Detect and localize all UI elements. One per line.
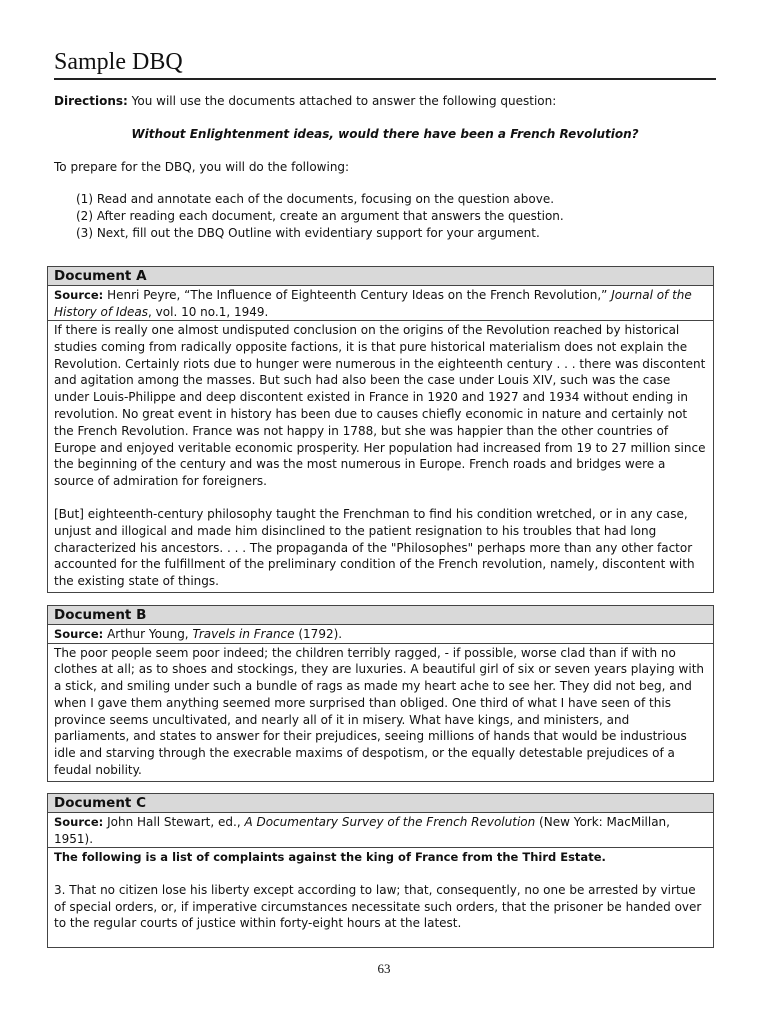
source-title: Travels in France (192, 627, 295, 641)
document-source (48, 625, 713, 644)
document-paragraph: [But] eighteenth-century philosophy taught the Frenchman to find his condition wretched, or in any case, unjust and illogical and made him disinclined to the patient resignation to his troubles that had long characterized his ancestors. . . . The propaganda of the "Philosophes" perhaps more than any other factor accounted for the fulfillment of the preliminary condition of the French revolution, namely, discontent with the existing state of things. (54, 506, 695, 589)
source-label: Source: (54, 288, 104, 302)
source-title: Journal of the History of Ideas (54, 288, 692, 319)
source-label: Source: (54, 815, 104, 829)
document-source (48, 813, 713, 848)
page-number: 63 (377, 961, 391, 976)
document-body (48, 321, 713, 592)
document-paragraph: 3. That no citizen lose his liberty except according to law; that, consequently, no one be arrested by virtue of special orders, or, if imperative circumstances necessitate such orders, that the prisoner be handed over to the regular courts of justice within forty-eight hours at the latest. (54, 882, 702, 931)
document-heading: Document A (48, 267, 713, 286)
step-item: (2) After reading each document, create an argument that answers the question. (76, 209, 564, 223)
document-c (47, 793, 714, 948)
source-text: (New York: MacMillan, 1951). (54, 815, 670, 846)
document-body (48, 644, 713, 781)
document-intro: The following is a list of complaints against the king of France from the Third Estate. (54, 850, 606, 864)
page-title: Sample DBQ (54, 47, 716, 80)
source-label: Source: (54, 627, 104, 641)
document-body (48, 848, 713, 934)
document-paragraph: If there is really one almost undisputed conclusion on the origins of the Revolution reached by historical studies coming from radically opposite factions, it is that pure historical materialism does not explain the Revolution. Certainly riots due to hunger were numerous in the eighteenth century . . . there was discontent and agitation among the masses. But such had also been the case under Louis XIV, such was the case under Louis-Philippe and deep discontent existed in France in 1920 and 1927 and 1934 without ending in revolution. No great event in history has been due to causes chiefly economic in nature and certainly not the French Revolution. France was not happy in 1788, but she was happier than the other countries of Europe and enjoyed veritable economic prosperity. Her population had increased from 19 to 27 million since the beginning of the century and was the most numerous in Europe. French roads and bridges were a source of admiration for foreigners. (54, 323, 706, 489)
step-item: (3) Next, fill out the DBQ Outline with evidentiary support for your argument. (76, 226, 540, 240)
document-paragraph: The poor people seem poor indeed; the children terribly ragged, - if possible, worse clad than if with no clothes at all; as to shoes and stockings, they are luxuries. A beautiful girl of six or seven years playing with a stick, and smiling under such a bundle of rags as made my heart ache to see her. They did not beg, and when I gave them anything seemed more surprised than obliged. One third of what I have seen of this province seems uncultivated, and nearly all of it in misery. What have kings, and ministers, and parliaments, and states to answer for their prejudices, seeing millions of hands that would be industrious idle and starving through the execrable maxims of despotism, or the equally detestable prejudices of a feudal nobility. (54, 645, 705, 778)
document-a (47, 266, 714, 593)
dbq-question: Without Enlightenment ideas, would there have been a French Revolution? (131, 127, 639, 141)
source-text: , vol. 10 no.1, 1949. (148, 304, 269, 319)
directions-label: Directions: (54, 94, 128, 108)
source-text: Henri Peyre, “The Influence of Eighteenth Century Ideas on the French Revolution,” (107, 288, 612, 302)
document-heading: Document C (48, 794, 713, 813)
source-text: (1792). (294, 627, 343, 641)
source-text: Arthur Young, (107, 627, 193, 641)
document-heading: Document B (48, 606, 713, 625)
directions-text: You will use the documents attached to answer the following question: (131, 94, 557, 108)
source-title: A Documentary Survey of the French Revolution (244, 815, 536, 829)
prepare-text: To prepare for the DBQ, you will do the following: (54, 160, 350, 174)
directions (54, 93, 716, 110)
step-item: (1) Read and annotate each of the documents, focusing on the question above. (76, 192, 555, 206)
steps-list (76, 191, 706, 242)
document-b (47, 605, 714, 782)
source-text: John Hall Stewart, ed., (107, 815, 245, 829)
document-source (48, 286, 713, 321)
